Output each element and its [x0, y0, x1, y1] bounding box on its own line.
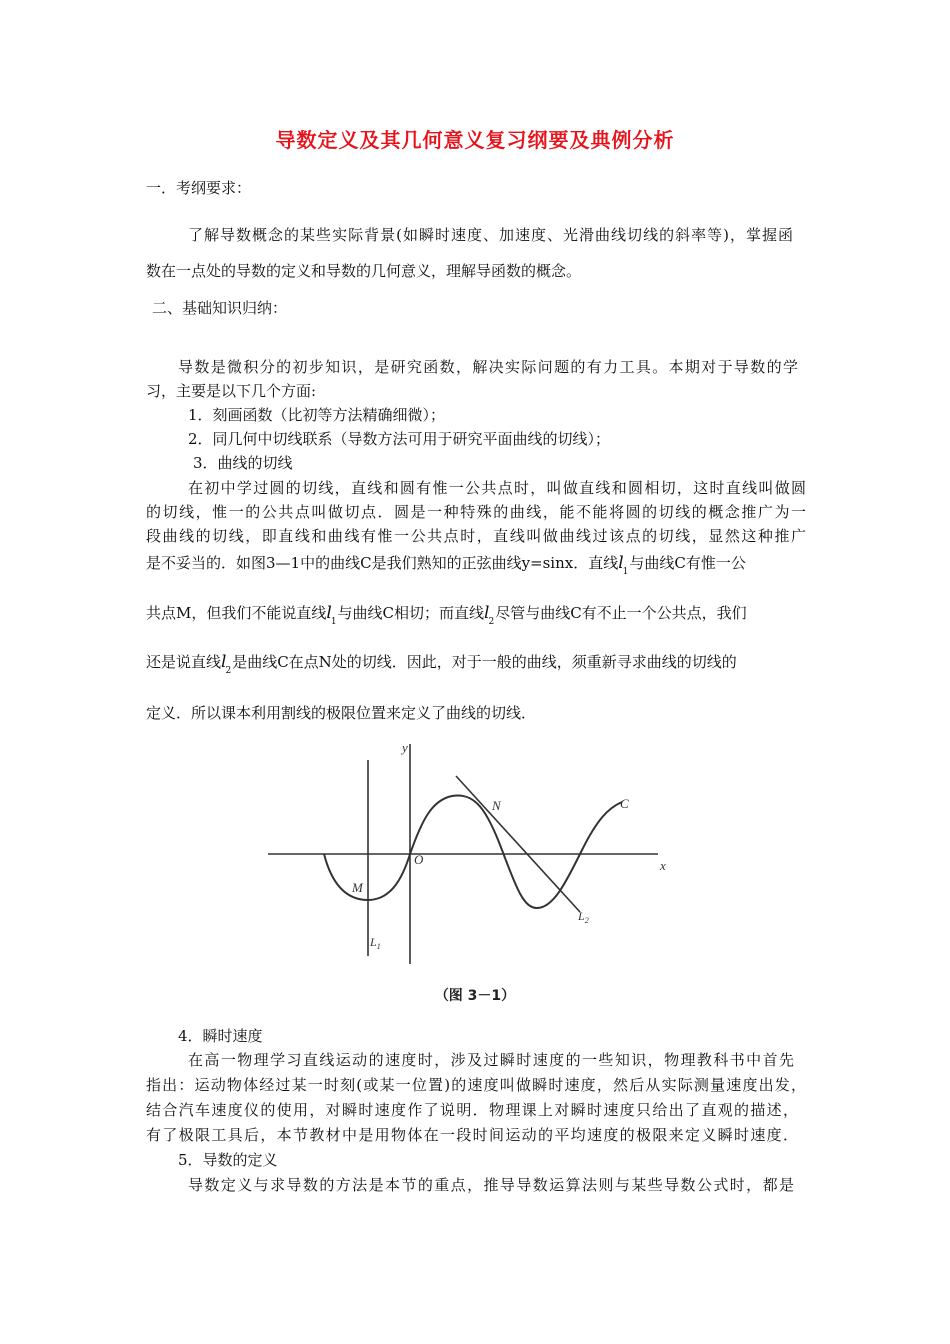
document-title: 导数定义及其几何意义复习纲要及典例分析 [275, 128, 675, 152]
symbol-subscript: 2 [488, 617, 495, 627]
origin-label: O [414, 852, 424, 867]
line-symbol-l1 [618, 553, 629, 577]
symbol-letter: l [326, 603, 332, 623]
line-symbol-l2 [221, 652, 232, 676]
text-run: 是不妥当的．如图3—1中的曲线C是我们熟知的正弦曲线y=sinx．直线 [146, 554, 619, 572]
line-symbol-l1 [326, 603, 337, 627]
symbol-letter: l [618, 553, 624, 573]
line-label-l2 [577, 909, 589, 925]
paragraph-line: 导数定义与求导数的方法是本节的重点，推导导数运算法则与某些导数公式时，都是 [188, 1176, 794, 1194]
point-label-n: N [492, 798, 501, 813]
line-label-subscript: 1 [376, 942, 381, 951]
line-symbol-l2 [484, 603, 495, 627]
text-run: 与曲线C有惟一公 [629, 554, 746, 572]
section-heading-exam-requirements: 一．考纲要求： [146, 179, 252, 197]
line-label-letter: L [370, 935, 377, 949]
list-item: 5．导数的定义 [178, 1151, 278, 1169]
paragraph-line [146, 553, 746, 576]
text-run: 是曲线C在点N处的切线．因此，对于一般的曲线，须重新寻求曲线的切线的 [232, 653, 737, 671]
list-item: 1．刻画函数（比初等方法精确细微）； [188, 406, 446, 424]
figure-caption: （图 3－1） [434, 988, 516, 1004]
symbol-subscript: 1 [622, 567, 629, 577]
symbol-letter: l [221, 652, 227, 672]
paragraph-line: 数在一点处的导数的定义和导数的几何意义，理解导函数的概念。 [146, 262, 582, 280]
axis-label-x: x [660, 858, 666, 873]
line-label-letter: L [578, 909, 585, 923]
paragraph-line: 在初中学过圆的切线，直线和圆有惟一公共点时，叫做直线和圆相切，这时直线叫做圆 [188, 479, 806, 497]
list-item: 3．曲线的切线 [193, 454, 293, 472]
paragraph-line: 导数是微积分的初步知识，是研究函数，解决实际问题的有力工具。本期对于导数的学 [178, 358, 798, 376]
paragraph-line: 定义．所以课本利用割线的极限位置来定义了曲线的切线． [146, 704, 537, 722]
paragraph-line: 段曲线的切线，即直线和曲线有惟一公共点时，直线叫做曲线过该点的切线，显然这种推广 [146, 527, 806, 545]
symbol-subscript: 1 [330, 617, 337, 627]
curve-label-c: C [620, 796, 629, 811]
list-item: 2．同几何中切线联系（导数方法可用于研究平面曲线的切线）； [188, 430, 611, 448]
paragraph-line: 了解导数概念的某些实际背景(如瞬时速度、加速度、光滑曲线切线的斜率等)，掌握函 [188, 226, 793, 244]
symbol-subscript: 2 [225, 666, 232, 676]
figure-sine-tangent [262, 740, 682, 970]
paragraph-line: 在高一物理学习直线运动的速度时，涉及过瞬时速度的一些知识，物理教科书中首先 [188, 1051, 794, 1069]
paragraph-line: 的切线，惟一的公共点叫做切点．圆是一种特殊的曲线，能不能将圆的切线的概念推广为一 [146, 503, 806, 521]
symbol-letter: l [484, 603, 490, 623]
axis-label-y: y [402, 740, 408, 755]
line-label-subscript: 2 [584, 916, 589, 925]
paragraph-line: 有了极限工具后，本节教材中是用物体在一段时间运动的平均速度的极限来定义瞬时速度． [146, 1126, 798, 1144]
paragraph-line [146, 652, 737, 675]
paragraph-line: 结合汽车速度仪的使用，对瞬时速度作了说明．物理课上对瞬时速度只给出了直观的描述， [146, 1101, 798, 1119]
section-heading-basic-knowledge: 二、基础知识归纳： [152, 299, 288, 317]
paragraph-line: 习，主要是以下几个方面: [146, 382, 317, 400]
text-run: 与曲线C相切；而直线 [337, 604, 485, 622]
list-item: 4．瞬时速度 [178, 1027, 263, 1045]
paragraph-line [146, 603, 747, 626]
point-label-m: M [352, 880, 363, 895]
text-run: 共点M，但我们不能说直线 [146, 604, 327, 622]
paragraph-line: 指出：运动物体经过某一时刻(或某一位置)的速度叫做瞬时速度，然后从实际测量速度出发， [146, 1076, 806, 1094]
line-label-l1 [369, 935, 381, 951]
text-run: 尽管与曲线C有不止一个公共点，我们 [495, 604, 747, 622]
text-run: 还是说直线 [146, 653, 222, 671]
